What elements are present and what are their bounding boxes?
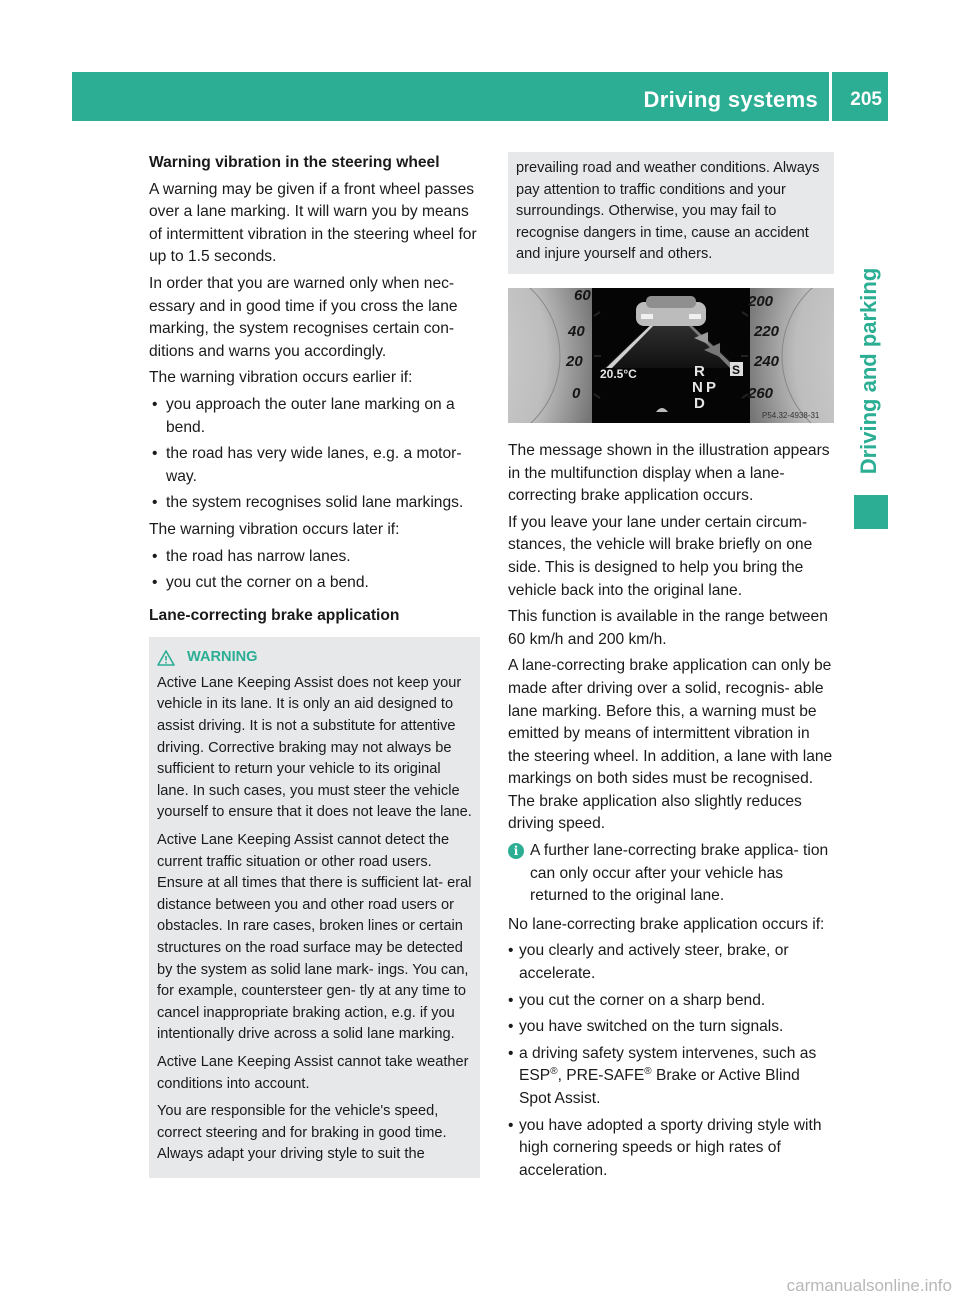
- paragraph: A warning may be given if a front wheel passes over a lane marking. It will warn you by means of intermittent vibration in the steering wheel for up to 1.5 seconds.: [149, 180, 477, 266]
- warning-paragraph: prevailing road and weather conditions. Always pay attention to traffic conditions and your surroundings. Otherwise, you may fail to recognise dangers in time, cause an accident and injure yourself and others.: [516, 160, 820, 263]
- note-text: A further lane-correcting brake applica- tion can only occur after your vehicle has returned to the original lane.: [530, 842, 829, 905]
- chapter-tab: [848, 236, 890, 506]
- list-item-text: Brake or Active Blind Spot Assist.: [519, 1067, 800, 1107]
- left-column: [149, 152, 480, 1178]
- warning-header: [157, 647, 472, 669]
- list-item: • you cut the corner on a sharp bend.: [508, 990, 834, 1013]
- instrument-cluster-graphic: [508, 288, 834, 423]
- warning-paragraph: Active Lane Keeping Assist does not keep your vehicle in its lane. It is only an aid designed to assist driving. It is not a substitute for attentive driving. Corrective braking may not always be sufficient to return your vehicle to its original lane. In such cases, you must steer the vehicle yourself to ensure that it does not leave the lane.: [157, 674, 472, 821]
- paragraph: A lane-correcting brake application can only be made after driving over a solid, recognis- able lane marking. Before this, a warning must be emitted by means of intermittent vibration in the steering wheel. In addition, a lane with lane markings on both sides must be recognised. The brake application also slightly reduces driving speed.: [508, 657, 833, 833]
- list-item: • you have switched on the turn signals.: [508, 1016, 834, 1039]
- paragraph: If you leave your lane under certain circum- stances, the vehicle will brake briefly on one side. This is designed to help you bring the vehicle back into the original lane.: [508, 513, 813, 599]
- warning-box: [149, 637, 480, 1178]
- gauge-label: 240: [754, 352, 780, 370]
- page-header: [72, 72, 888, 121]
- warning-paragraph: Active Lane Keeping Assist cannot detect the current traffic situation or other road users. Ensure at all times that there is sufficient lat- eral distance between you and other road users or obstacles. In rare cases, broken lines or certain structures on the road surface may be detected by the system as solid lane mark- ings. You can, for example, countersteer gen- tly at any time to cancel inappropriate braking action, e.g. if you intentionally drive across a solid lane marking.: [157, 832, 472, 1043]
- gauge-label: 0: [572, 384, 581, 402]
- gauge-label: 200: [748, 292, 774, 310]
- list-no-brake: [508, 940, 834, 1182]
- gauge-label: 20: [566, 352, 583, 370]
- temperature-readout: 20.5°C: [600, 366, 637, 381]
- list-item: • you cut the corner on a bend.: [149, 572, 480, 595]
- paragraph: The message shown in the illustration appears in the multifunction display when a lane-correcting brake application occurs.: [508, 441, 830, 505]
- gauge-label: 260: [748, 384, 774, 402]
- heading-warning-vibration: Warning vibration in the steering wheel: [149, 154, 440, 171]
- warning-triangle-icon: [157, 650, 175, 666]
- registered-mark: ®: [644, 1066, 652, 1078]
- list-item: [508, 1043, 834, 1111]
- right-column: [508, 152, 834, 1186]
- gear-p: P: [706, 378, 717, 396]
- gauge-label: 60: [574, 287, 591, 304]
- info-icon: i: [508, 843, 524, 859]
- instrument-cluster-illustration: [508, 288, 834, 423]
- mode-indicator: S: [732, 362, 741, 377]
- warning-paragraph: You are responsible for the vehicle's speed, correct steering and for braking in good time. Always adapt your driving style to suit the: [157, 1103, 447, 1163]
- warning-paragraph: Active Lane Keeping Assist cannot take weather conditions into account.: [157, 1053, 469, 1092]
- registered-mark: ®: [550, 1066, 558, 1078]
- list-item-text: a driving safety system intervenes, such as ESP: [519, 1044, 817, 1085]
- warning-title: WARNING: [187, 649, 258, 666]
- paragraph: This function is available in the range between 60 km/h and 200 km/h.: [508, 608, 828, 648]
- paragraph: No lane-correcting brake application occurs if:: [508, 915, 825, 933]
- heading-brake-application: Lane-correcting brake application: [149, 606, 400, 624]
- gear-r: R: [694, 362, 705, 380]
- paragraph: The warning vibration occurs earlier if:: [149, 369, 413, 387]
- info-note: [508, 840, 834, 908]
- figure-code: P54.32-4938-31: [762, 410, 820, 420]
- gauge-label: 40: [568, 322, 585, 340]
- paragraph: The warning vibration occurs later if:: [149, 520, 400, 538]
- paragraph: In order that you are warned only when nec- essary and in good time if you cross the lane marking, the system recognises certain con- ditions and warns you accordingly.: [149, 274, 458, 360]
- list-item: • the system recognises solid lane markings.: [149, 492, 480, 515]
- list-item: • the road has narrow lanes.: [149, 546, 480, 569]
- gauge-label: 220: [754, 322, 780, 340]
- chapter-tab-label: Driving and parking: [856, 267, 881, 475]
- page-number: 205: [850, 89, 882, 110]
- gear-d: D: [694, 394, 705, 412]
- list-item: • you clearly and actively steer, brake, or accelerate.: [508, 940, 834, 985]
- list-item: • the road has very wide lanes, e.g. a motor- way.: [149, 443, 480, 488]
- list-item: • you approach the outer lane marking on a bend.: [149, 394, 480, 439]
- warning-box-continued: [508, 152, 834, 274]
- list-earlier: [149, 394, 480, 515]
- list-item-text: , PRE-SAFE: [557, 1067, 645, 1085]
- header-divider: [829, 72, 832, 121]
- list-item: • you have adopted a sporty driving style with high cornering speeds or high rates of acceleration.: [508, 1115, 834, 1183]
- footer-watermark: carmanualsonline.info: [786, 1276, 952, 1295]
- gear-n: N: [692, 378, 703, 396]
- chapter-marker: [854, 495, 888, 529]
- list-later: [149, 546, 480, 595]
- section-title: Driving systems: [643, 87, 818, 112]
